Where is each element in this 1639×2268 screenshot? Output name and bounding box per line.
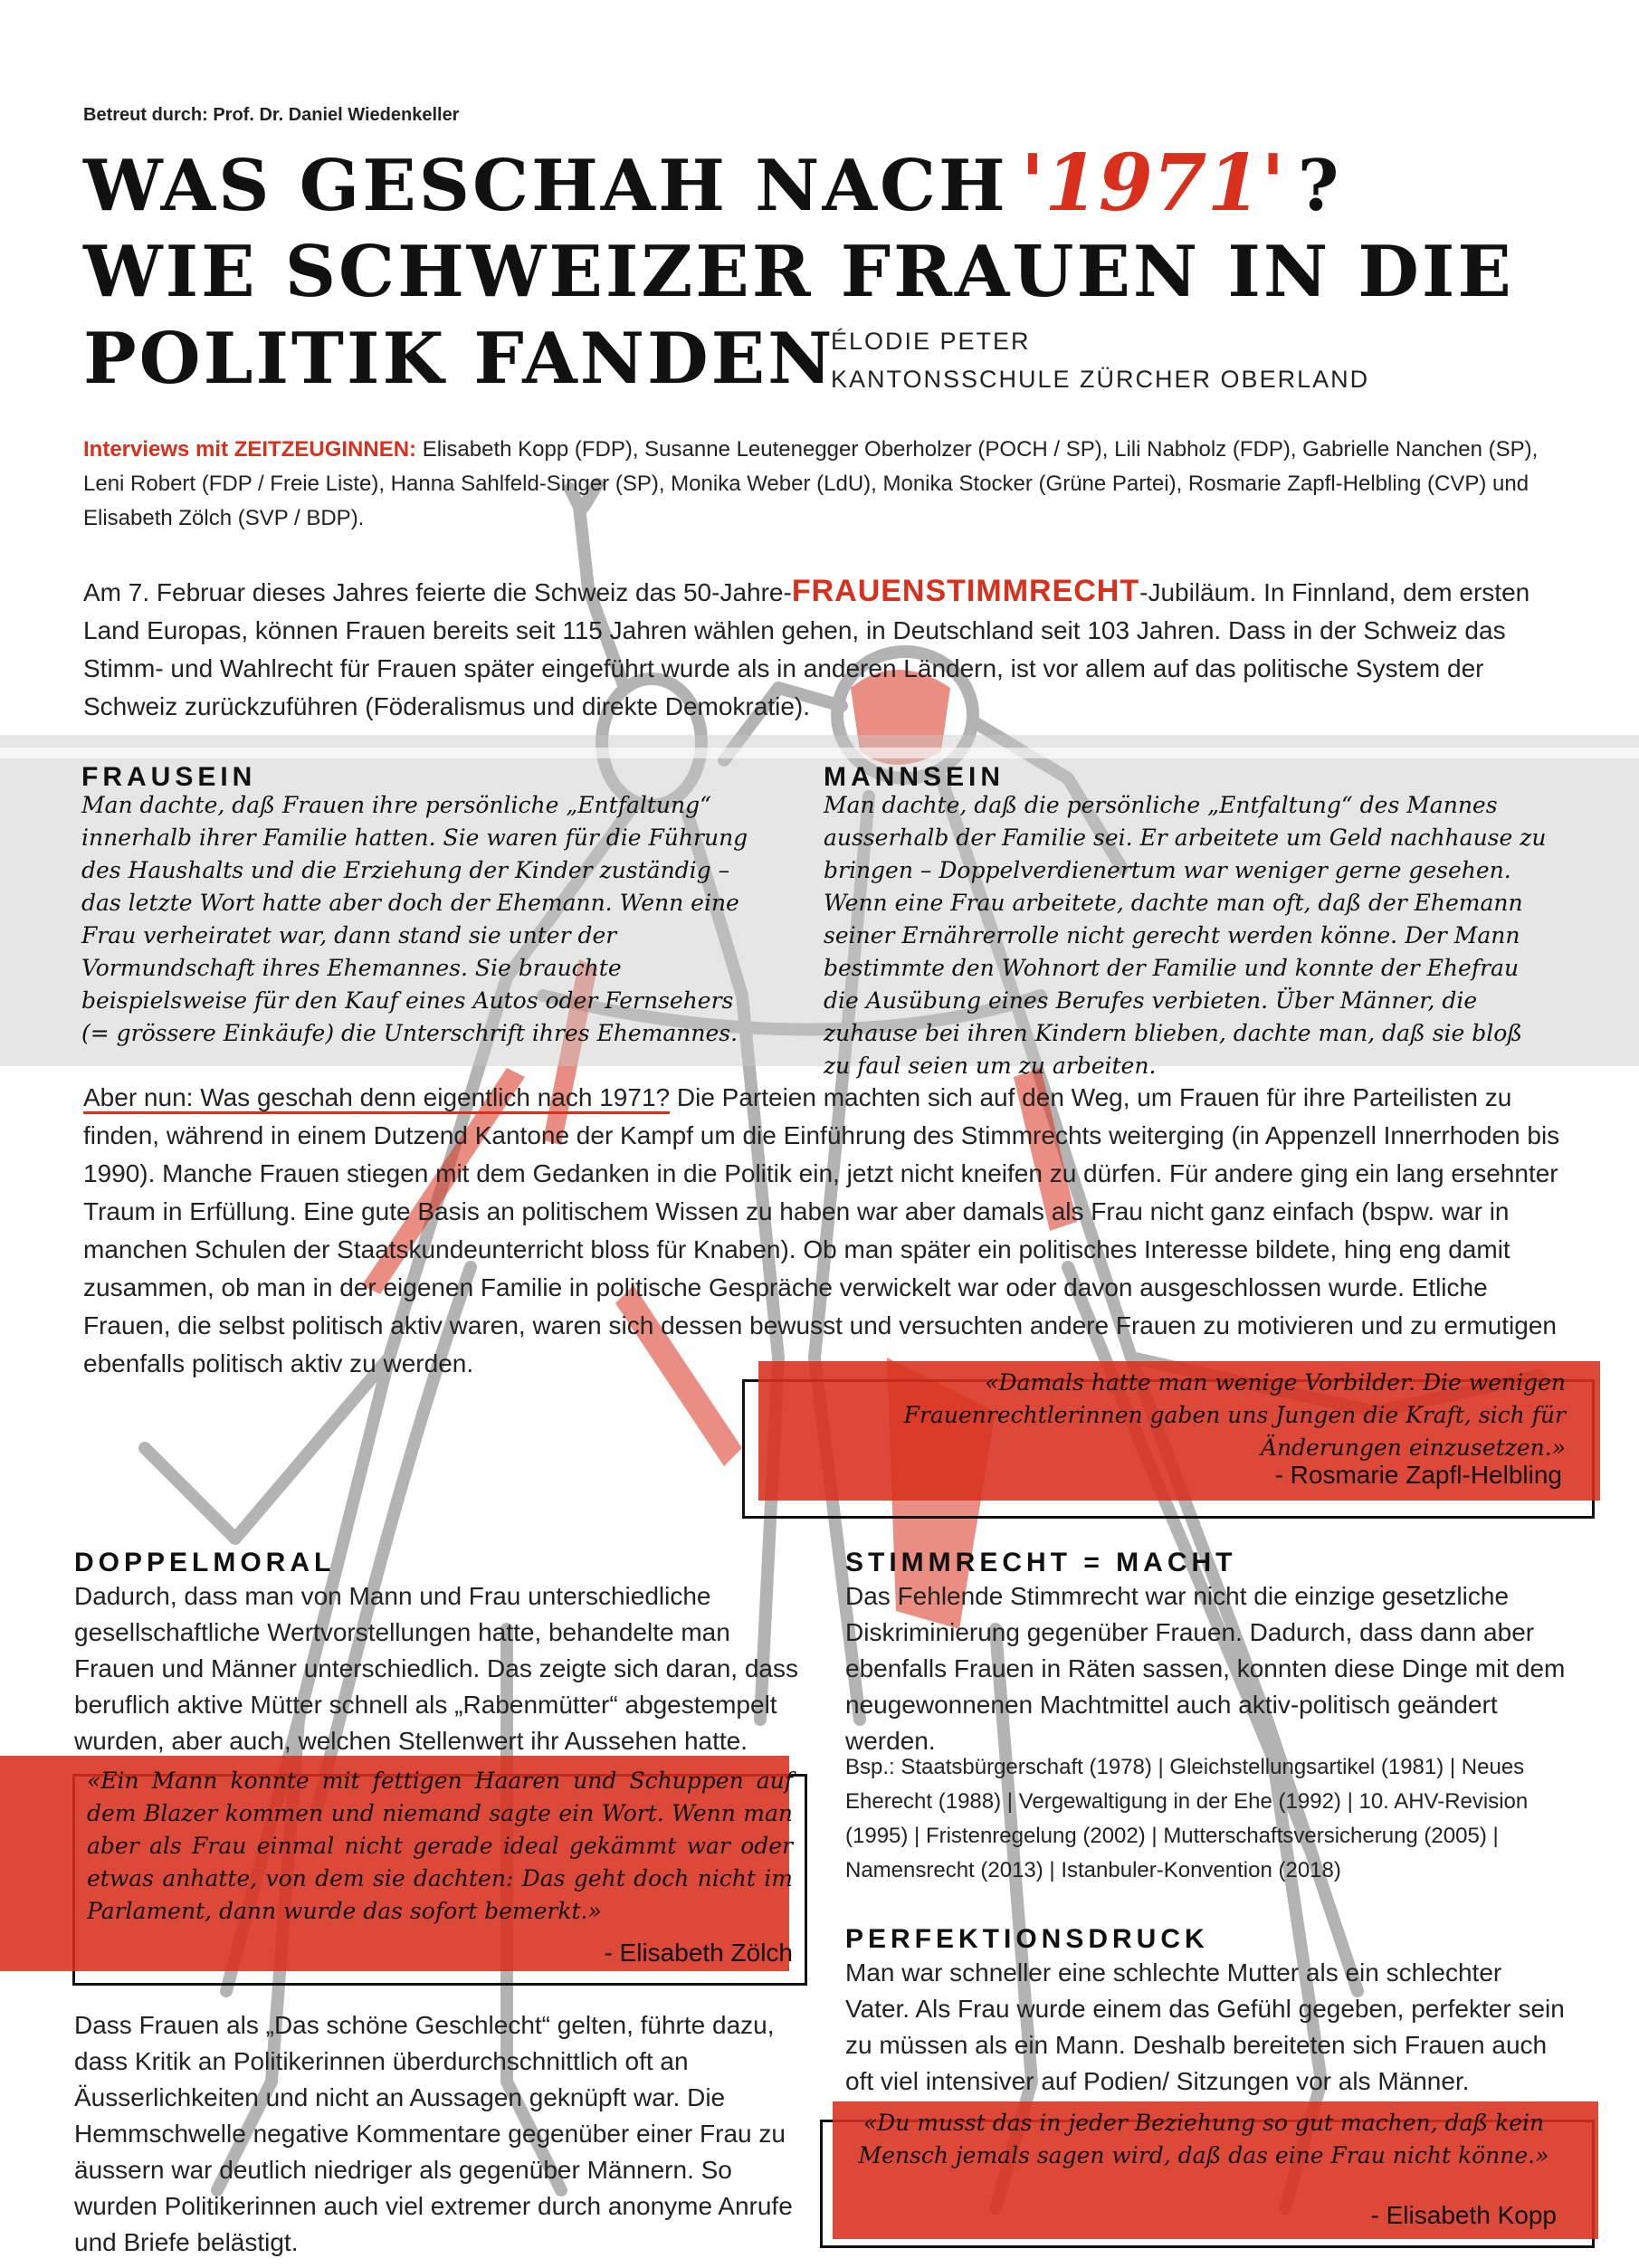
title-line-2: WIE SCHWEIZER FRAUEN IN DIE — [83, 231, 1514, 313]
frausein-heading: FRAUSEIN — [81, 762, 257, 792]
quote-3-text: «Du musst das in jeder Beziehung so gut machen, daß kein Mensch jemals sagen wird, daß das eine Frau nicht könne.» — [858, 2110, 1549, 2168]
quote-1-author: - Rosmarie Zapfl-Helbling — [1274, 1461, 1562, 1489]
after-1971-highlight: Aber nun: Was geschah denn eigentlich nach 1971? — [83, 1083, 670, 1114]
intro-paragraph — [83, 572, 1568, 726]
title-line-3: POLITIK FANDEN — [83, 318, 835, 400]
after-1971-paragraph — [83, 1079, 1568, 1383]
supervisor-line: Betreut durch: Prof. Dr. Daniel Wiedenkeller — [83, 105, 460, 125]
title-part1: WAS GESCHAH NACH — [83, 145, 1008, 227]
quote-2-text: «Ein Mann konnte mit fettigen Haaren und Schuppen auf dem Blazer kommen und niemand sagte ein Wort. Wenn man aber als Frau einmal nicht gerade ideal gekämmt war oder etwas anhatte, von dem sie dachten: Das geht doch nicht im Parlament, dann wurde das sofort bemerkt.» — [87, 1768, 793, 1924]
interviews-paragraph — [83, 433, 1568, 536]
perfektionsdruck-text: Man war schneller eine schlechte Mutter als ein schlechter Vater. Als Frau wurde einem das Gefühl gegeben, perfekter sein zu müssen als ein Mann. Deshalb bereiteten sich Frauen auch oft viel intensiver auf Podien/ Sitzungen vor als Männer. — [845, 1958, 1565, 2095]
doppelmoral-heading: DOPPELMORAL — [74, 1548, 336, 1577]
intro-text-before: Am 7. Februar dieses Jahres feierte die Schweiz das 50-Jahre- — [83, 578, 792, 606]
author-name: ÉLODIE PETER — [831, 328, 1031, 355]
quote-2-author: - Elisabeth Zölch — [604, 1939, 793, 1967]
frausein-text: Man dachte, daß Frauen ihre persönliche „Entfaltung“ innerhalb ihrer Familie hatten. Sie waren für die Führung des Haushalts und die Erziehung der Kinder zuständig – das letzte Wort hatte aber doch der Ehemann. Wenn eine Frau verheiratet war, dann stand sie unter der Vormundschaft ihres Ehemannes. Sie brauchte beispielsweise für den Kauf eines Autos oder Fernsehers (= grössere Einkäufe) die Unterschrift ihres Ehemannes. — [81, 792, 748, 1046]
band-stripe — [0, 748, 1639, 758]
quote-1-text: «Damals hatte man wenige Vorbilder. Die wenigen Frauenrechtlerinnen gaben uns Jungen die Kraft, sich für Änderungen einzusetzen.» — [903, 1369, 1566, 1461]
title-year: '1971' — [1020, 138, 1285, 229]
mannsein-heading: MANNSEIN — [824, 762, 1005, 792]
doppelmoral-text: Dadurch, dass man von Mann und Frau unterschiedliche gesellschaftliche Wertvorstellungen hatte, behandelte man Frauen und Männer unterschiedlich. Das zeigte sich daran, dass beruflich aktive Mütter schnell als „Rabenmütter“ abgestempelt wurden, aber auch, welchen Stellenwert ihr Aussehen hatte. — [74, 1582, 798, 1755]
title-line-1 — [83, 138, 1342, 229]
interviews-list: Elisabeth Kopp (FDP), Susanne Leutenegger Oberholzer (POCH / SP), Lili Nabholz (FDP), Gabrielle Nanchen (SP), Leni Robert (FDP / Freie Liste), Hanna Sahlfeld-Singer (SP), Monika Weber (LdU), Monika Stocker (Grüne Partei), Rosmarie Zapfl-Helbling (CVP) und Elisabeth Zölch (SVP / BDP). — [83, 437, 1539, 530]
author-block — [831, 322, 1369, 398]
quote-3-author: - Elisabeth Kopp — [1370, 2201, 1557, 2229]
title-question-mark: ? — [1297, 145, 1342, 227]
mannsein-text: Man dachte, daß die persönliche „Entfaltung“ des Mannes ausserhalb der Familie sei. Er arbeitete um Geld nachhause zu bringen – Doppelverdienertum war weniger gerne gesehen. Wenn eine Frau arbeitete, dachte man oft, daß der Ehemann seiner Ernährerrolle nicht gerecht werden könne. Der Mann bestimmte den Wohnort der Familie und konnte der Ehefrau die Ausübung eines Berufes verbieten. Über Männer, die zuhause bei ihren Kindern blieben, dachte man, daß sie bloß zu faul seien um zu arbeiten. — [824, 792, 1547, 1079]
stimmrecht-heading: STIMMRECHT = MACHT — [845, 1548, 1237, 1577]
stimmrecht-text: Das Fehlende Stimmrecht war nicht die einzige gesetzliche Diskriminierung gegenüber Frauen. Dadurch, dass dann aber ebenfalls Frauen in Räten sassen, konnten diese Dinge mit dem neugewonnenen Machtmittel auch aktiv-politisch geändert werden. — [845, 1582, 1566, 1755]
intro-text-after: -Jubiläum. In Finnland, dem ersten Land Europas, können Frauen bereits seit 115 Jahren wählen gehen, in Deutschland seit 103 Jahren. Dass in der Schweiz das Stimm- und Wahlrecht für Frauen später eingeführt wurde als in anderen Ländern, ist vor allem auf das politische System der Schweiz zurückzuführen (Föderalismus und direkte Demokratie). — [83, 578, 1530, 720]
after-1971-text: Die Parteien machten sich auf den Weg, um Frauen für ihre Parteilisten zu finden, während in einem Dutzend Kantone der Kampf um die Einführung des Stimmrechts weiterging (in Appenzell Innerrhoden bis 1990). Manche Frauen stiegen mit dem Gedanken in die Politik ein, jetzt nicht kneifen zu dürfen. Für andere ging ein lang ersehnter Traum in Erfüllung. Eine gute Basis an politischem Wissen zu haben war aber damals als Frau nicht ganz einfach (bspw. war in manchen Schulen der Staatskundeunterricht bloss für Knaben). Ob man später ein politisches Interesse bildete, hing eng damit zusammen, ob man in der eigenen Familie in politische Gespräche verwickelt war oder davon ausgeschlossen wurde. Etliche Frauen, die selbst politisch aktiv waren, waren sich dessen bewusst und versuchten andere Frauen zu motivieren und zu ermutigen ebenfalls politisch aktiv zu werden. — [83, 1083, 1560, 1377]
intro-keyword: FRAUENSTIMMRECHT — [791, 574, 1140, 608]
schoenes-geschlecht-text: Dass Frauen als „Das schöne Geschlecht“ gelten, führte dazu, dass Kritik an Politikerinnen überdurchschnittlich oft an Äusserlichkeiten und nicht an Aussagen geknüpft war. Die Hemmschwelle negative Kommentare gegenüber einer Frau zu äussern war deutlich niedriger als gegenüber Männern. So wurden Politikerinnen auch viel extremer durch anonyme Anrufe und Briefe belästigt. — [74, 2011, 793, 2256]
perfektionsdruck-heading: PERFEKTIONSDRUCK — [845, 1924, 1209, 1954]
school-name: KANTONSSCHULE ZÜRCHER OBERLAND — [831, 366, 1370, 393]
interviews-label: Interviews mit ZEITZEUGINNEN: — [83, 437, 417, 462]
stimmrecht-examples: Bsp.: Staatsbürgerschaft (1978) | Gleichstellungsartikel (1981) | Neues Eherecht (1988) | Vergewaltigung in der Ehe (1992) | 10. AHV-Revision (1995) | Fristenregelung (2002) | Mutterschaftsversicherung (2005) | Namensrecht (2013) | Istanbuler-Konvention (2018) — [845, 1755, 1529, 1882]
